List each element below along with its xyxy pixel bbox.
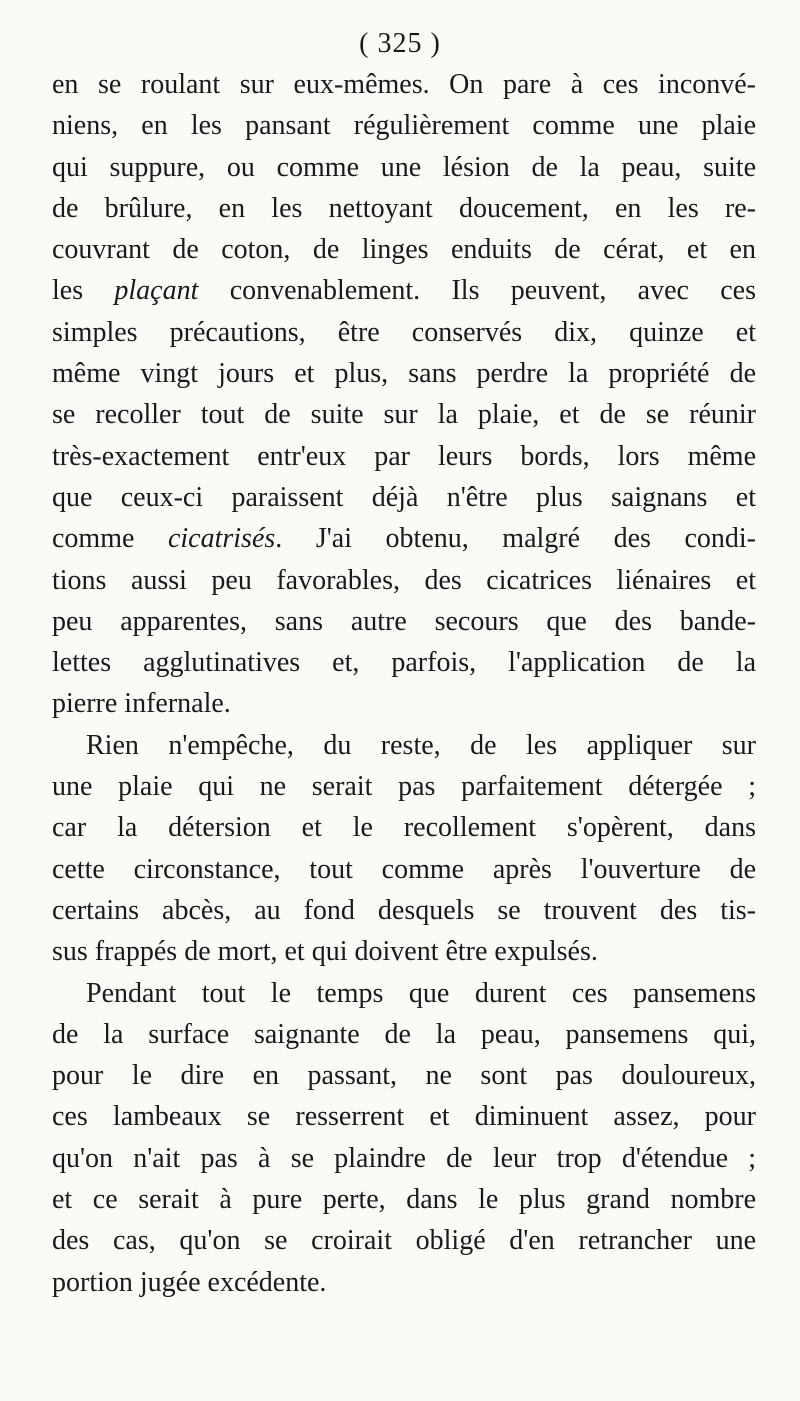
text-line: très-exactement entr'eux par leurs bords, lors même [52, 440, 756, 472]
text-line: tions aussi peu favorables, des cicatrices liénaires et [52, 564, 756, 596]
paragraph-start-line: Rien n'empêche, du reste, de les appliquer sur [86, 729, 756, 761]
text-line: de la surface saignante de la peau, pansemens qui, [52, 1018, 756, 1050]
text-line: niens, en les pansant régulièrement comme une plaie [52, 110, 756, 142]
text-line: se recoller tout de suite sur la plaie, et de se réunir [52, 399, 756, 431]
text-line: couvrant de coton, de linges enduits de cérat, et en [52, 234, 756, 266]
text-line: cette circonstance, tout comme après l'ouverture de [52, 853, 756, 885]
text-segment: les [52, 275, 115, 307]
paragraph-end-line: pierre infernale. [52, 688, 231, 720]
text-line: pour le dire en passant, ne sont pas douloureux, [52, 1060, 756, 1092]
text-segment: . J'ai obtenu, malgré des condi- [275, 523, 756, 555]
italic-word: plaçant [114, 275, 199, 307]
paragraph-end-line: portion jugée excédente. [52, 1266, 327, 1298]
text-line: de brûlure, en les nettoyant doucement, en les re- [52, 192, 756, 224]
italic-word: cicatrisés [167, 523, 276, 555]
text-line: même vingt jours et plus, sans perdre la propriété de [52, 358, 756, 390]
text-line: car la détersion et le recollement s'opèrent, dans [52, 812, 756, 844]
text-line: que ceux-ci paraissent déjà n'être plus saignans et [52, 481, 756, 513]
text-line: lettes agglutinatives et, parfois, l'application de la [52, 647, 756, 679]
body-text [52, 64, 756, 1303]
text-line: en se roulant sur eux-mêmes. On pare à ces inconvé- [52, 69, 756, 100]
text-line [52, 270, 756, 311]
text-line: qui suppure, ou comme une lésion de la peau, suite [52, 151, 756, 183]
text-segment: comme [52, 523, 168, 555]
page-number: ( 325 ) [359, 28, 441, 59]
text-line: certains abcès, au fond desquels se trouvent des tis- [52, 894, 756, 926]
text-line: et ce serait à pure perte, dans le plus grand nombre [52, 1184, 756, 1216]
text-line: une plaie qui ne serait pas parfaitement détergée ; [52, 771, 756, 803]
paragraph-end-line: sus frappés de mort, et qui doivent être expulsés. [52, 936, 598, 968]
text-segment: convenablement. Ils peuvent, avec ces [198, 275, 756, 307]
text-line: ces lambeaux se resserrent et diminuent assez, pour [52, 1101, 756, 1133]
text-line [52, 518, 756, 559]
text-line: peu apparentes, sans autre secours que des bande- [52, 605, 756, 637]
text-line: simples précautions, être conservés dix, quinze et [52, 316, 756, 348]
paragraph-start-line: Pendant tout le temps que durent ces pansemens [86, 977, 756, 1009]
text-line: qu'on n'ait pas à se plaindre de leur trop d'étendue ; [52, 1142, 756, 1174]
text-line: des cas, qu'on se croirait obligé d'en retrancher une [52, 1225, 756, 1257]
